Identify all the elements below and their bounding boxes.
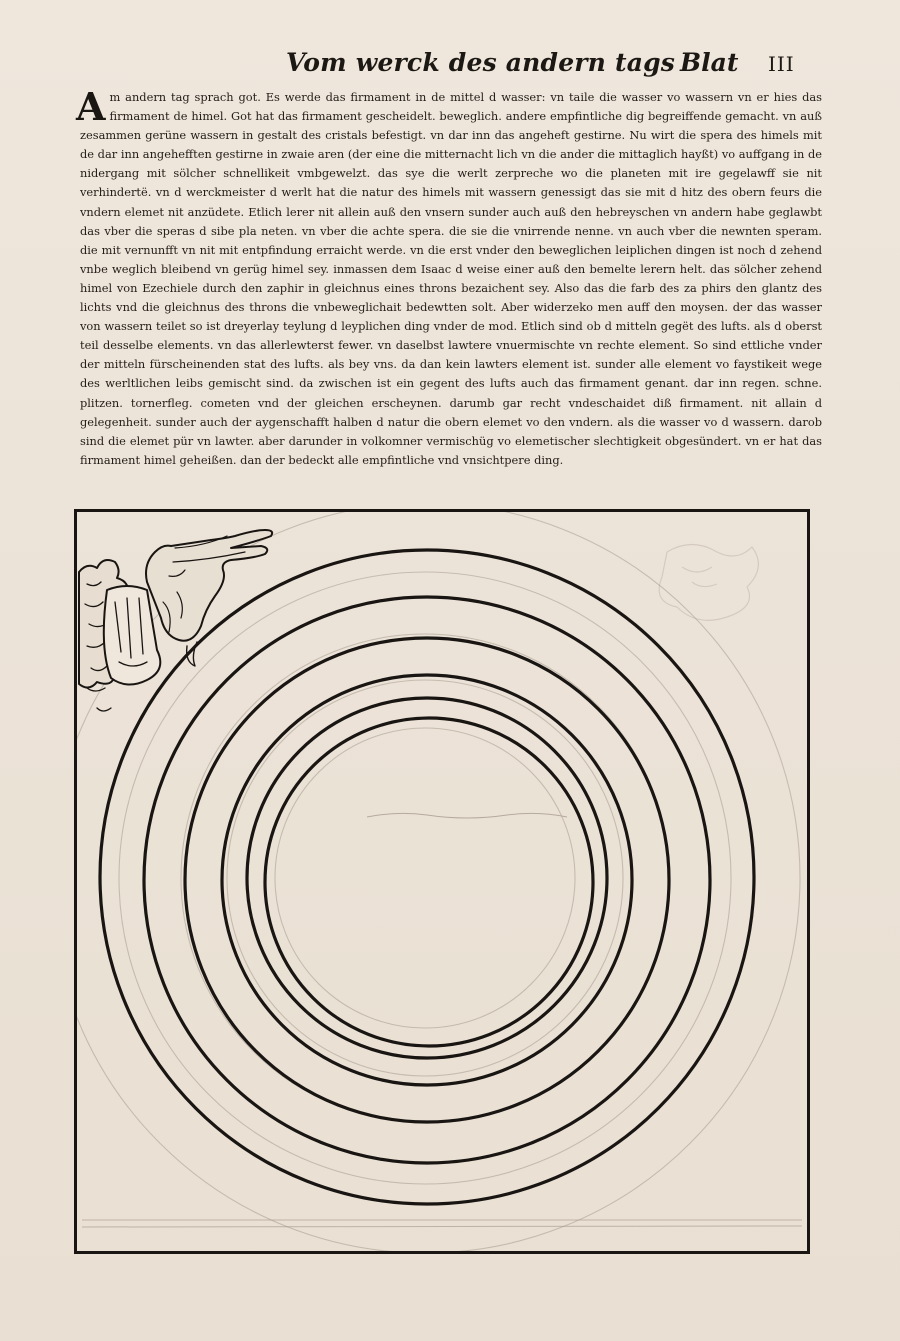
body-paragraph <box>76 84 822 470</box>
drop-cap: A <box>76 84 106 129</box>
folio-number: III <box>768 52 795 76</box>
body-paragraph-text: m andern tag sprach got. Es werde das firmament in de mittel d wasser: vn taile die wasser vo wassern vn er hies das firmament de himel. Got hat das firmament gescheidelt. beweglich. andere empfintliche dig begreiffende gemacht. vn auß zesammen gerüne wassern in gestalt des cristals befestigt. vn dar inn das angeheft gestirne. Nu wirt die spera des himels mit de dar inn angehefften gestirne in zwaie aren (der eine die mitternacht lich vn die ander die mittaglich hayßt) vo auffgang in de nidergang mit sölcher schnellikeit vmbgewelzt. das sye die werlt zerpreche wo die planeten mit ire gegelawff sie nit verhindertë. vn d werckmeister d werlt hat die natur des himels mit wassern genessigt das sie mit d hitz des obern feurs die vndern elemet nit anzüdete. Etlich lerer nit allein auß den vnsern sunder auch auß den hebreyschen vn andern habe geglawbt das vber die speras d sibe pla neten. vn vber die achte spera. die sie die vnirrende nenne. vn auch vber die newnten speram. die mit vernunfft vn nit mit entpfindung erraicht werde. vn die erst vnder den beweglichen leiplichen dingen ist noch d zehend vnbe weglich bleibend vn gerüg himel sey. inmassen dem Isaac d weise einer auß den bemelte lerern helt. das sölcher zehend himel von Ezechiele durch den zaphir in gleichnus eines throns bezaichent sey. Also das die farb des za phirs den glantz des lichts vnd die gleichnus des throns die vnbeweglichait bedewtten solt. Aber widerzeko men auff den moysen. der das wasser von wassern teilet so ist dreyerlay teylung d leyplichen ding vnder de mod. Etlich sind ob d mitteln gegët des lufts. als d oberst teil desselbe elements. vn das allerlewterst fewer. vn daselbst lawtere vnuermischte vn rechte element. So sind ettliche vnder der mitteln fürscheinenden stat des lufts. als bey vns. da dan kein lawters element ist. sunder alle element vo faystikeit wege des werltlichen leibs gemischt sind. da zwischen ist ein gegent des lufts auch das firmament genant. dar inn regen. schne. plitzen. tornerfleg. cometen vnd der gleichen erscheynen. darumb gar recht vndeschaidet diß firmament. nit allain d gelegenheit. sunder auch der aygenschafft halben d natur die obern elemet vo den vndern. als die wasser vo d wassern. darob sind die elemet pür vn lawter. aber darunder in volkomner vermischüg vo elemetischer slechtigkeit obgesündert. vn er hat das firmament himel geheißen. dan der bedeckt alle empfintliche vnd vnsichtpere ding. <box>80 90 822 467</box>
ground-line <box>82 1220 802 1227</box>
body-text-block <box>76 84 822 470</box>
hand-of-god-icon <box>79 530 272 711</box>
ring-inner <box>265 718 593 1046</box>
ring-5 <box>247 698 607 1058</box>
paper-crease <box>367 813 567 818</box>
concentric-rings <box>100 550 754 1204</box>
ring-3 <box>185 638 669 1122</box>
ring-4 <box>222 675 632 1085</box>
page-header <box>0 48 900 84</box>
ring-outer <box>100 550 754 1204</box>
ring-2 <box>144 597 710 1163</box>
firmament-diagram <box>77 512 807 1251</box>
ghost-figure <box>659 545 758 621</box>
woodcut-illustration <box>74 509 810 1254</box>
running-head: Vom werck des andern tags <box>286 48 676 77</box>
folio-label: Blat <box>680 48 739 77</box>
